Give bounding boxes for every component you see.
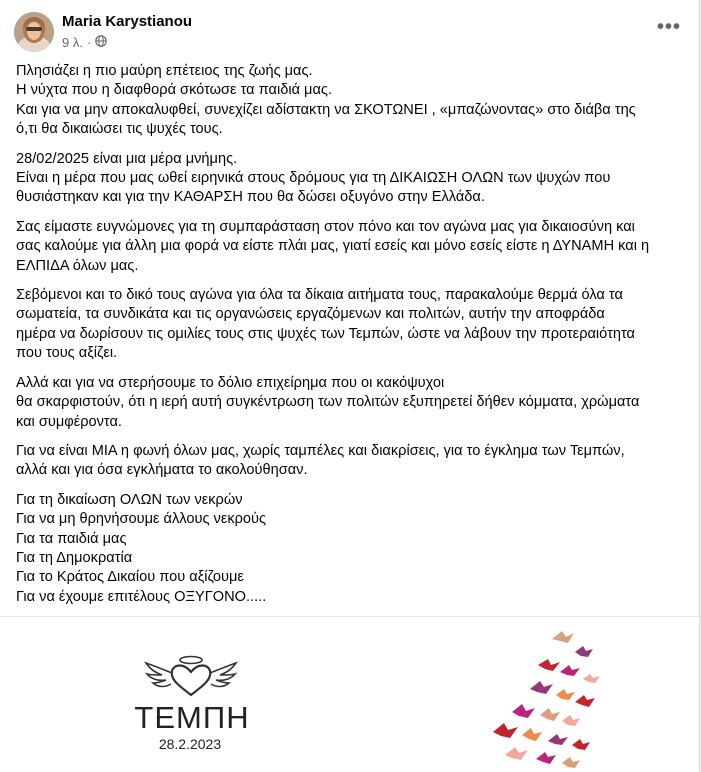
post-image-graphic	[0, 617, 699, 772]
post-paragraph: Για να είναι ΜΙΑ η φωνή όλων μας, χωρίς ταμπέλες και διακρίσεις, για το έγκλημα των Τεμπών, αλλά και για όσα εγκλήματα το ακολούθησαν.	[16, 442, 625, 479]
post-text	[16, 62, 696, 617]
image-title: ΤΕΜΠΗ	[134, 700, 250, 735]
image-date: 28.2.2023	[158, 736, 222, 752]
avatar-photo	[14, 12, 54, 52]
post-paragraph: Πλησιάζει η πιο μαύρη επέτειος της ζωής μας. Η νύχτα που η διαφθορά σκότωσε τα παιδιά μας. Και για να μην αποκαλυφθεί, συνεχίζει αδίστακτη να ΣΚΟΤΩΝΕΙ , «μπαζώνοντας» στο διάβα της ό,τι θα δικαιώσει τις ψυχές τους.	[16, 63, 636, 138]
post-paragraph: 28/02/2025 είναι μια μέρα μνήμης. Είναι η μέρα που μας ωθεί ειρηνικά στους δρόμους για τη ΔΙΚΑΙΩΣΗ ΟΛΩΝ των ψυχών που θυσιάστηκαν και για την ΚΑΘΑΡΣΗ που θα δώσει οξυγόνο στην Ελλάδα.	[16, 150, 611, 206]
avatar[interactable]	[14, 12, 54, 52]
post-paragraph: Σας είμαστε ευγνώμονες για τη συμπαράσταση στον πόνο και τον αγώνα μας για δικαιοσύνη και σας καλούμε για άλλη μια φορά να είστε πλάι μας, γιατί εσείς και μόνο εσείς είστε η ΔΥΝΑΜΗ και η ΕΛΠΙΔΑ όλων μας.	[16, 218, 650, 274]
globe-icon[interactable]	[95, 35, 107, 50]
post-paragraph: Για τη δικαίωση ΟΛΩΝ των νεκρών Για να μη θρηνήσουμε άλλους νεκρούς Για τα παιδιά μας Για τη Δημοκρατία Για το Κράτος Δικαίου που αξίζουμε Για να έχουμε επιτέλους ΟΞΥΓΟΝΟ.....	[16, 491, 267, 605]
more-horizontal-icon: •••	[656, 16, 681, 38]
post-image[interactable]	[0, 617, 699, 772]
author-name[interactable]: Maria Karystianou	[62, 13, 193, 30]
post-time[interactable]: 9 λ.	[62, 35, 83, 50]
meta-separator: ·	[86, 35, 92, 50]
post-meta	[62, 35, 107, 50]
flying-birds-icon	[493, 631, 600, 768]
post-paragraph: Αλλά και για να στερήσουμε το δόλιο επιχείρημα που οι κακόψυχοι θα σκαρφιστούν, ότι η ιερή αυτή συγκέντρωση των πολιτών εξυπηρετεί δήθεν κόμματα, χρώματα και συμφέροντα.	[16, 374, 640, 430]
winged-heart-halo-icon	[146, 657, 236, 696]
more-options-button[interactable]	[653, 16, 685, 44]
post-paragraph: Σεβόμενοι και το δικό τους αγώνα για όλα τα δίκαια αιτήματα τους, παρακαλούμε θερμά όλα τα σωματεία, τα συνδικάτα και τις οργανώσεις εργαζόμενων και πολιτών, αυτήν την αποφράδα ημέρα να δωρίσουν τις ομιλίες τους στις ψυχές των Τεμπών, ώστε να λάβουν την προτεραιότητα που τους αξίζει.	[16, 287, 635, 362]
